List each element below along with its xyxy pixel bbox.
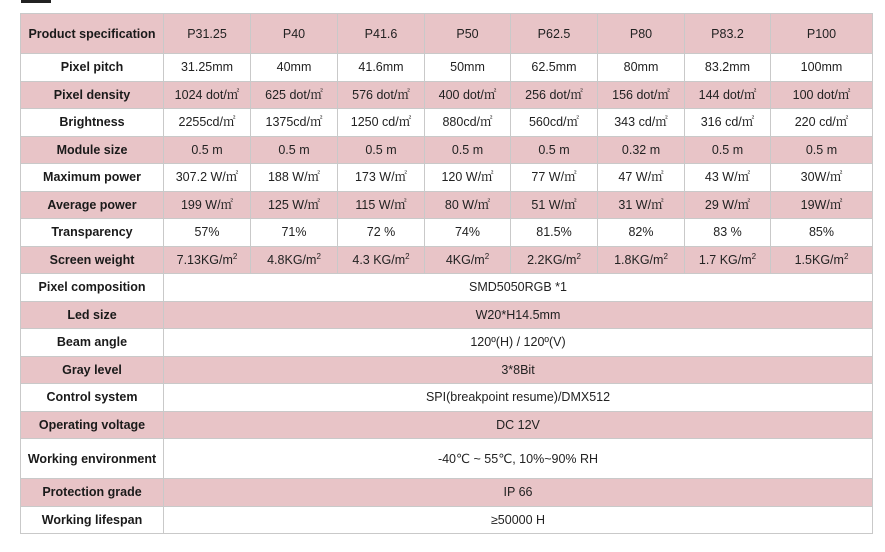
cell: 125 W/㎡: [251, 191, 338, 219]
cell: 0.5 m: [164, 136, 251, 164]
model-header: P41.6: [338, 14, 425, 54]
merged-cell: DC 12V: [164, 411, 873, 439]
table-row: [21, 219, 873, 247]
table-row: [21, 329, 873, 357]
model-header: P40: [251, 14, 338, 54]
cell: $7.13KG/m^2$: [164, 246, 251, 274]
merged-cell: -40℃ ~ 55℃, 10%~90% RH: [164, 439, 873, 479]
table-row: [21, 109, 873, 137]
row-label: Led size: [21, 301, 164, 329]
table-row: [21, 479, 873, 507]
cell: 0.5 m: [771, 136, 873, 164]
cell: 19W/㎡: [771, 191, 873, 219]
cell: 560cd/㎡: [511, 109, 598, 137]
cell: 40mm: [251, 54, 338, 82]
cell: 343 cd/㎡: [598, 109, 685, 137]
cell: 199 W/㎡: [164, 191, 251, 219]
cell: 1375cd/㎡: [251, 109, 338, 137]
cell: 80 W/㎡: [425, 191, 511, 219]
model-header: P83.2: [685, 14, 771, 54]
top-rule: [21, 0, 51, 3]
cell: 82%: [598, 219, 685, 247]
table-row: [21, 246, 873, 274]
table-row: [21, 274, 873, 302]
cell: 576 dot/㎡: [338, 81, 425, 109]
cell: 80mm: [598, 54, 685, 82]
table-row: [21, 81, 873, 109]
cell: 0.5 m: [338, 136, 425, 164]
cell: 0.32 m: [598, 136, 685, 164]
row-label: Working lifespan: [21, 506, 164, 534]
model-header: P80: [598, 14, 685, 54]
cell: 83.2mm: [685, 54, 771, 82]
row-label: Working environment: [21, 439, 164, 479]
cell: 29 W/㎡: [685, 191, 771, 219]
header-label: Product specification: [21, 14, 164, 54]
merged-cell: 3*8Bit: [164, 356, 873, 384]
table-row: [21, 356, 873, 384]
merged-cell: 120º(H) / 120º(V): [164, 329, 873, 357]
cell: 2255cd/㎡: [164, 109, 251, 137]
table-row: [21, 506, 873, 534]
row-label: Brightness: [21, 109, 164, 137]
cell: 120 W/㎡: [425, 164, 511, 192]
cell: 156 dot/㎡: [598, 81, 685, 109]
cell: 43 W/㎡: [685, 164, 771, 192]
cell: 100 dot/㎡: [771, 81, 873, 109]
cell: 220 cd/㎡: [771, 109, 873, 137]
cell: 144 dot/㎡: [685, 81, 771, 109]
table-row: [21, 411, 873, 439]
table-row: [21, 301, 873, 329]
merged-cell: SMD5050RGB *1: [164, 274, 873, 302]
cell: 57%: [164, 219, 251, 247]
cell: 307.2 W/㎡: [164, 164, 251, 192]
cell: $1.8KG/m^2$: [598, 246, 685, 274]
cell: 115 W/㎡: [338, 191, 425, 219]
cell: 0.5 m: [425, 136, 511, 164]
cell: 72 %: [338, 219, 425, 247]
cell: 41.6mm: [338, 54, 425, 82]
cell: 62.5mm: [511, 54, 598, 82]
cell: 85%: [771, 219, 873, 247]
row-label: Pixel composition: [21, 274, 164, 302]
merged-cell: IP 66: [164, 479, 873, 507]
cell: 400 dot/㎡: [425, 81, 511, 109]
cell: $4KG/m^2$: [425, 246, 511, 274]
cell: 173 W/㎡: [338, 164, 425, 192]
cell: 30W/㎡: [771, 164, 873, 192]
table-row: [21, 164, 873, 192]
row-label: Screen weight: [21, 246, 164, 274]
row-label: Transparency: [21, 219, 164, 247]
model-header: P62.5: [511, 14, 598, 54]
header-row: [21, 14, 873, 54]
cell: 188 W/㎡: [251, 164, 338, 192]
merged-cell: ≥50000 H: [164, 506, 873, 534]
merged-cell: W20*H14.5mm: [164, 301, 873, 329]
cell: 31 W/㎡: [598, 191, 685, 219]
cell: $4.8KG/m^2$: [251, 246, 338, 274]
cell: 0.5 m: [251, 136, 338, 164]
cell: 880cd/㎡: [425, 109, 511, 137]
cell: 74%: [425, 219, 511, 247]
cell: 50mm: [425, 54, 511, 82]
cell: 1024 dot/㎡: [164, 81, 251, 109]
table-row: [21, 54, 873, 82]
cell: 81.5%: [511, 219, 598, 247]
cell: 0.5 m: [685, 136, 771, 164]
row-label: Gray level: [21, 356, 164, 384]
row-label: Pixel density: [21, 81, 164, 109]
cell: 316 cd/㎡: [685, 109, 771, 137]
cell: 256 dot/㎡: [511, 81, 598, 109]
cell: 71%: [251, 219, 338, 247]
model-header: P31.25: [164, 14, 251, 54]
cell: 77 W/㎡: [511, 164, 598, 192]
cell: 1250 cd/㎡: [338, 109, 425, 137]
merged-cell: SPI(breakpoint resume)/DMX512: [164, 384, 873, 412]
cell: 625 dot/㎡: [251, 81, 338, 109]
cell: 100mm: [771, 54, 873, 82]
cell: 0.5 m: [511, 136, 598, 164]
model-header: P100: [771, 14, 873, 54]
cell: 31.25mm: [164, 54, 251, 82]
row-label: Control system: [21, 384, 164, 412]
table-row: [21, 439, 873, 479]
row-label: Protection grade: [21, 479, 164, 507]
model-header: P50: [425, 14, 511, 54]
cell: $1.5KG/m^2$: [771, 246, 873, 274]
cell: $2.2KG/m^2$: [511, 246, 598, 274]
row-label: Module size: [21, 136, 164, 164]
row-label: Maximum power: [21, 164, 164, 192]
cell: 83 %: [685, 219, 771, 247]
table-row: [21, 136, 873, 164]
cell: 4.3 $KG/m^2$: [338, 246, 425, 274]
row-label: Average power: [21, 191, 164, 219]
table-row: [21, 191, 873, 219]
cell: 51 W/㎡: [511, 191, 598, 219]
table-row: [21, 384, 873, 412]
spec-table: [20, 13, 873, 534]
row-label: Beam angle: [21, 329, 164, 357]
cell: 47 W/㎡: [598, 164, 685, 192]
row-label: Operating voltage: [21, 411, 164, 439]
row-label: Pixel pitch: [21, 54, 164, 82]
cell: 1.7 $KG/m^2$: [685, 246, 771, 274]
